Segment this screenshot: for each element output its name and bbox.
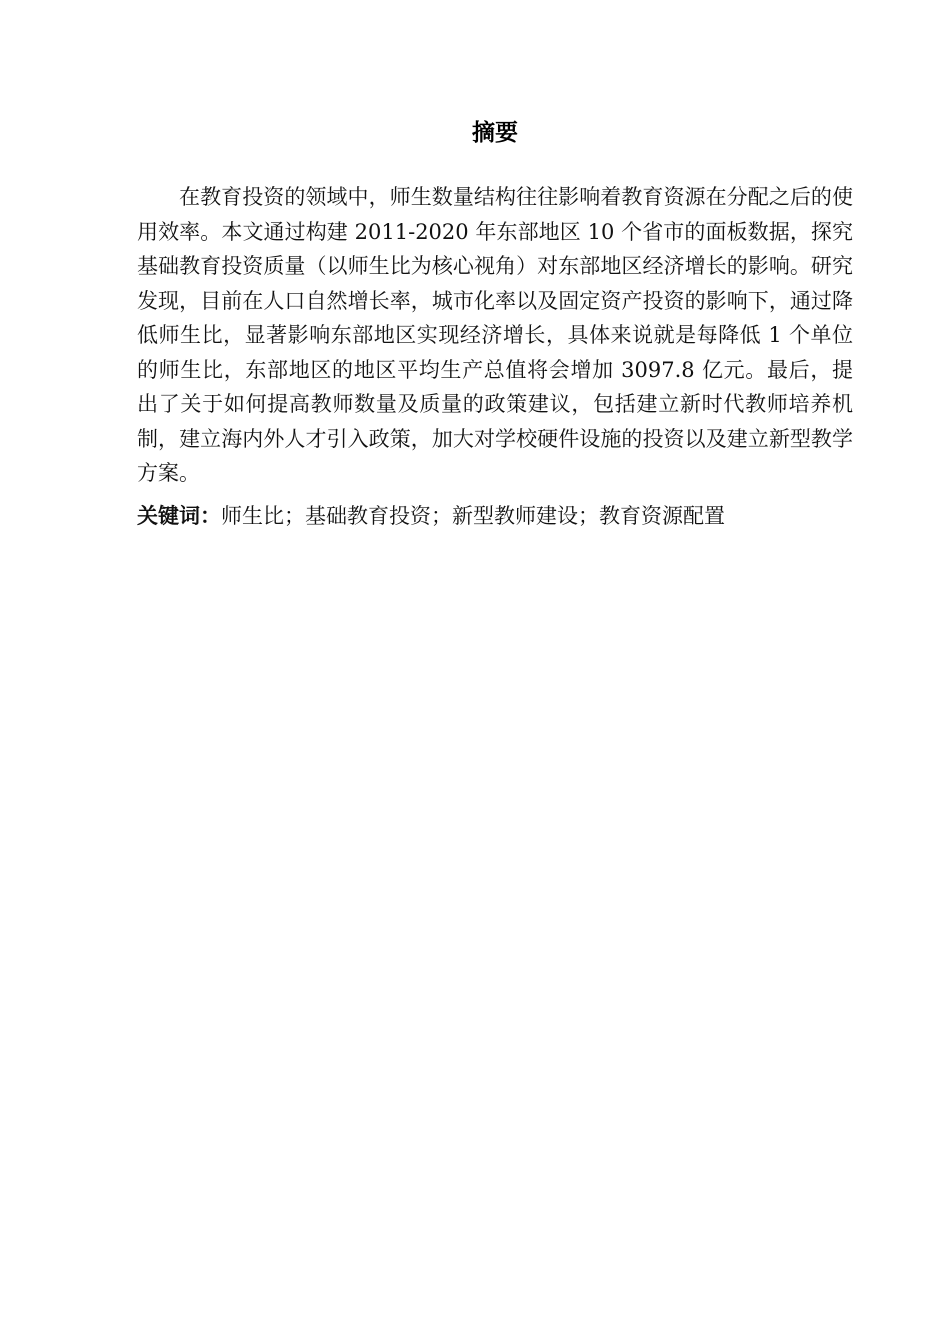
keywords-label: 关键词： — [137, 504, 221, 528]
keywords-list: 师生比；基础教育投资；新型教师建设；教育资源配置 — [221, 504, 725, 528]
abstract-paragraph: 在教育投资的领域中，师生数量结构往往影响着教育资源在分配之后的使用效率。本文通过构建 2011-2020 年东部地区 10 个省市的面板数据，探究基础教育投资质量（以师生比为核心视角）对东部地区经济增长的影响。研究发现，目前在人口自然增长率，城市化率以及固定资产投资的影响下，通过降低师生比，显著影响东部地区实现经济增长，具体来说就是每降低 1 个单位的师生比，东部地区的地区平均生产总值将会增加 3097.8 亿元。最后，提出了关于如何提高教师数量及质量的政策建议，包括建立新时代教师培养机制，建立海内外人才引入政策，加大对学校硬件设施的投资以及建立新型教学方案。 — [137, 185, 853, 485]
page-title: 摘要 — [472, 120, 518, 146]
keywords-line — [137, 499, 853, 533]
